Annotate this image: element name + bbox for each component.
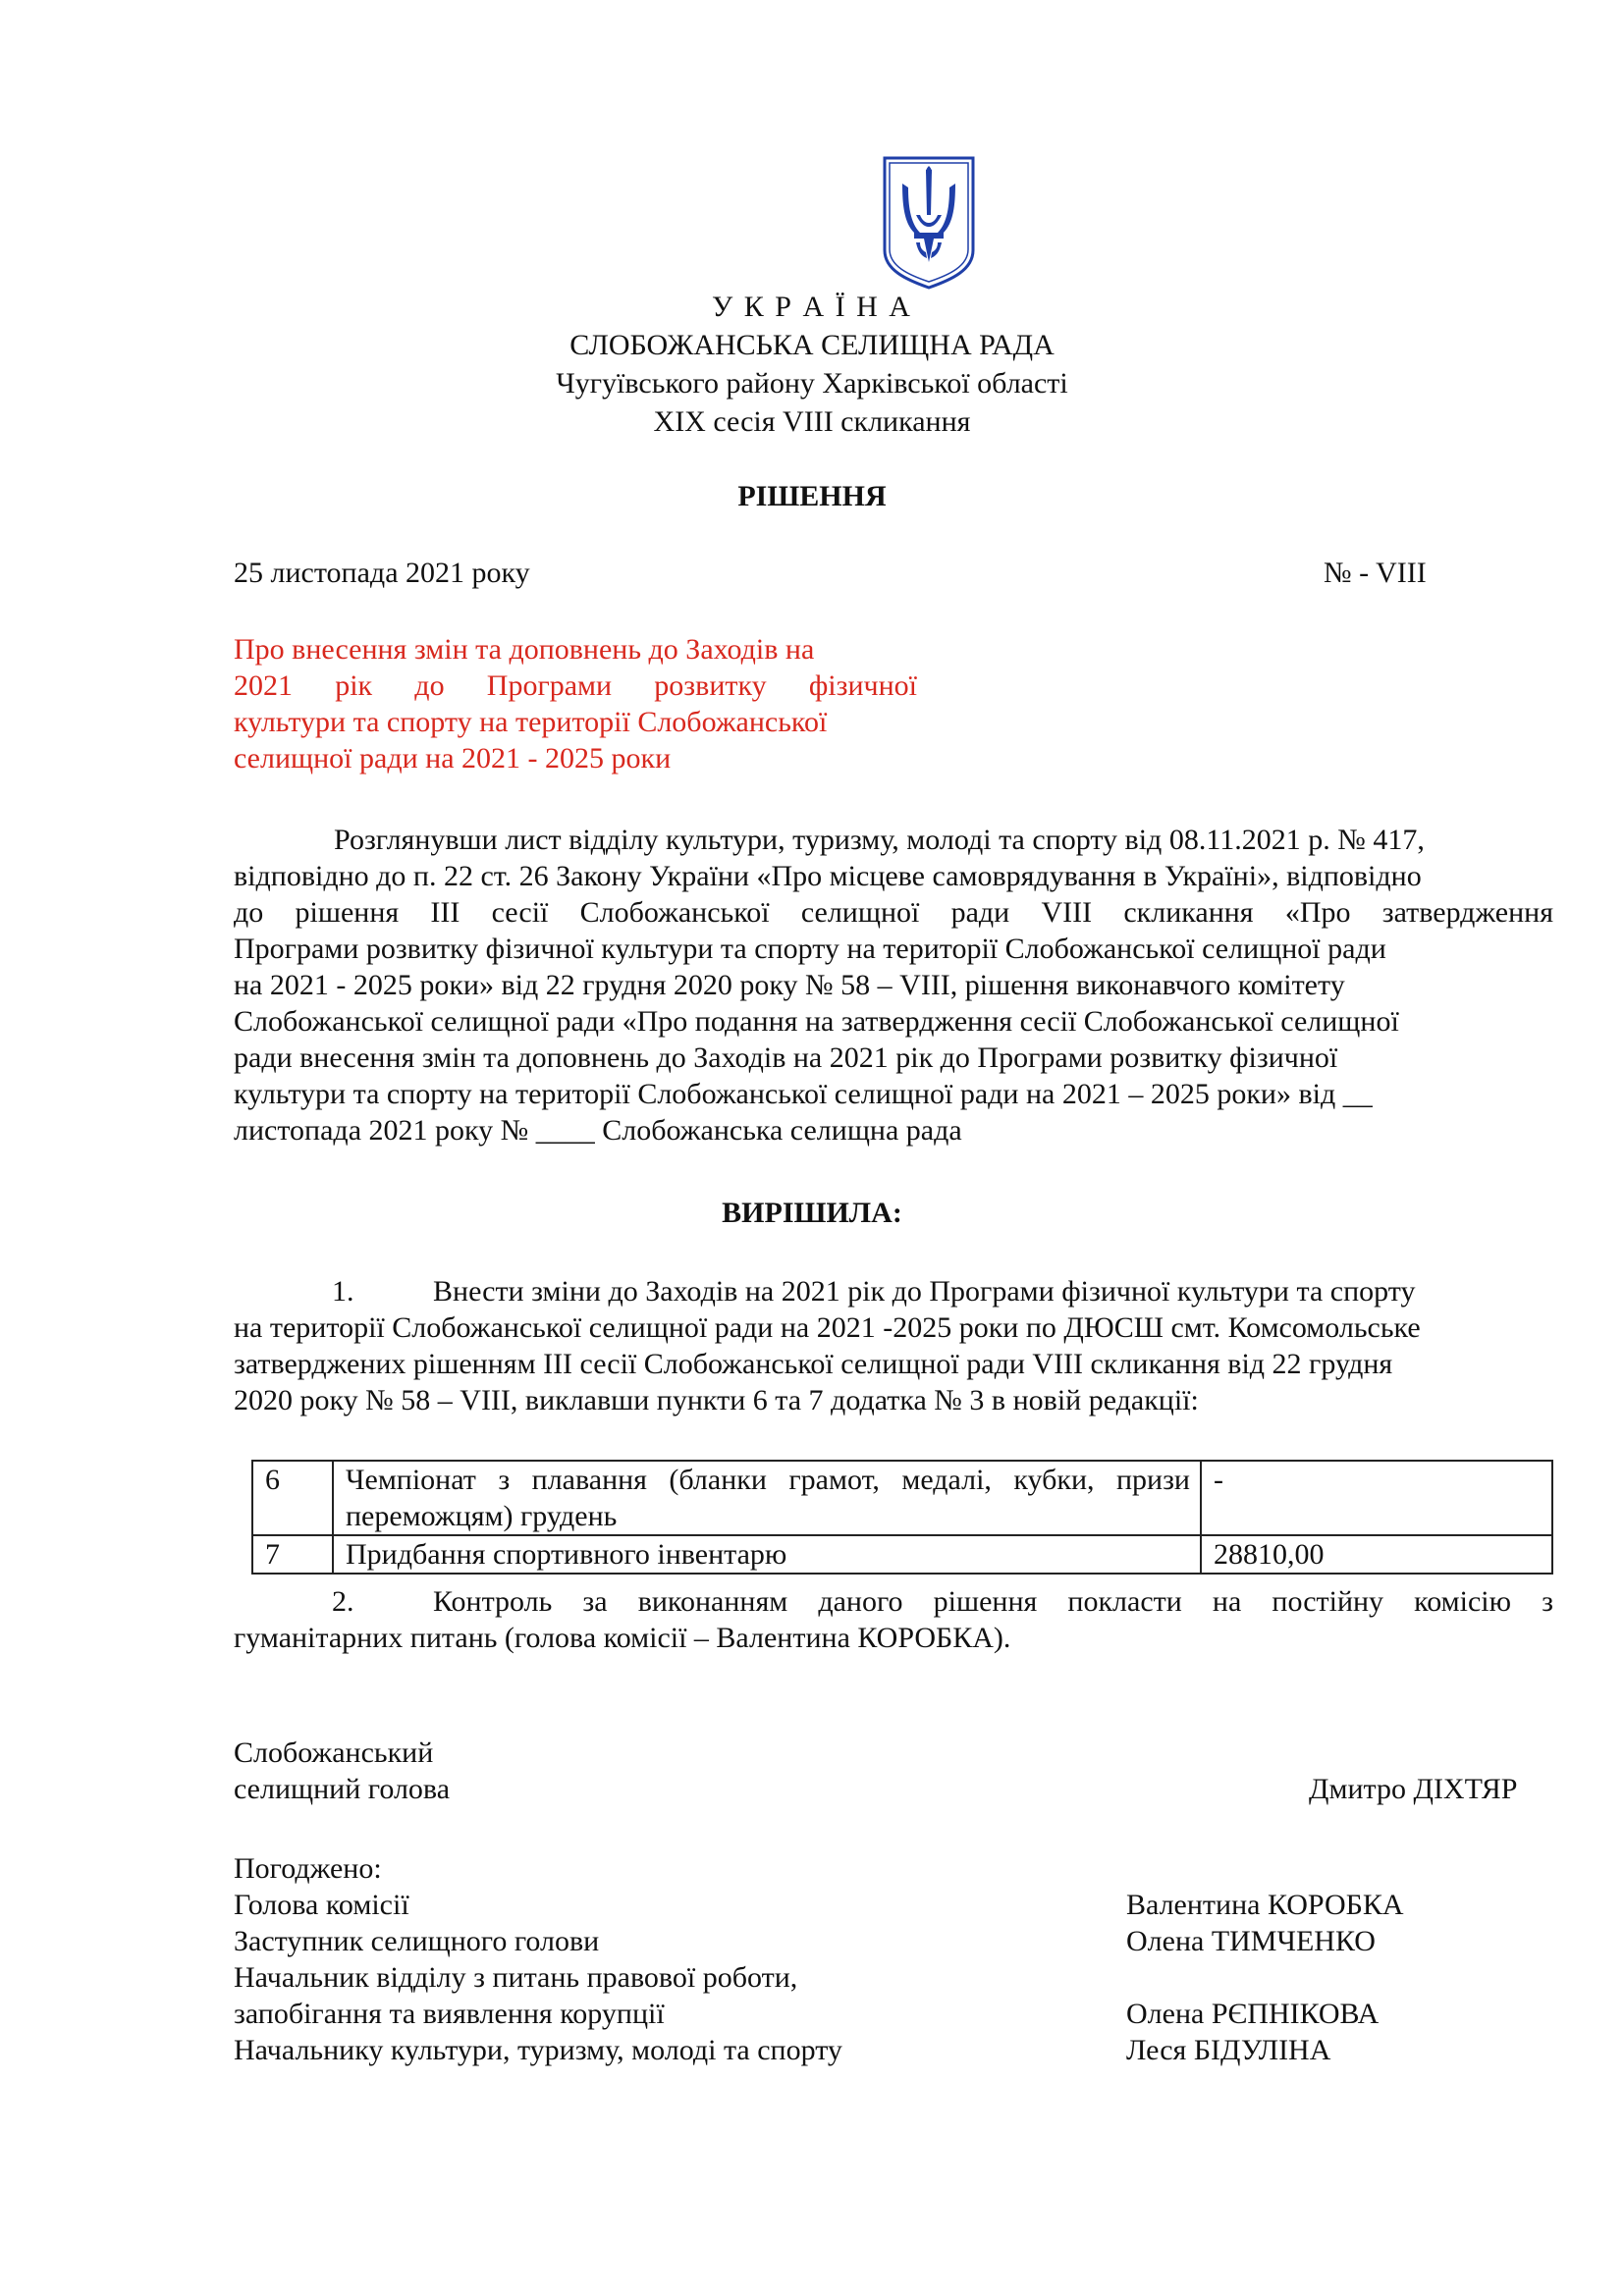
table-row bbox=[252, 1461, 1552, 1535]
council-name: СЛОБОЖАНСЬКА СЕЛИЩНА РАДА bbox=[569, 329, 1055, 361]
country-name: У К Р А Ї Н А bbox=[712, 291, 912, 323]
document-number: № - VIII bbox=[1324, 557, 1427, 589]
document-date: 25 листопада 2021 року bbox=[234, 557, 530, 589]
item2-line: гуманітарних питань (голова комісії – Валентина КОРОБКА). bbox=[234, 1622, 1011, 1654]
approval-name: Олена ТИМЧЕНКО bbox=[1126, 1925, 1376, 1957]
table-cell-description: Чемпіонат з плавання (бланки грамот, медалі, кубки, призи переможцям) грудень bbox=[333, 1461, 1201, 1535]
preamble-line: Програми розвитку фізичної культури та спорту на території Слобожанської селищної ради bbox=[234, 933, 1386, 965]
preamble-line: Слобожанської селищної ради «Про подання на затвердження сесії Слобожанської селищної bbox=[234, 1005, 1399, 1038]
item2-number: 2. bbox=[332, 1585, 354, 1618]
signature-name: Дмитро ДІХТЯР bbox=[1309, 1773, 1518, 1805]
approval-role: запобігання та виявлення корупції bbox=[234, 1998, 665, 2030]
council-region: Чугуївського району Харківської області bbox=[556, 367, 1068, 400]
approval-name: Олена РЄПНІКОВА bbox=[1126, 1998, 1380, 2030]
table-row bbox=[252, 1535, 1552, 1574]
session-info: XIX сесія VIII скликання bbox=[653, 405, 971, 438]
table-cell-description: Придбання спортивного інвентарю bbox=[333, 1535, 1201, 1574]
approval-role: Голова комісії bbox=[234, 1889, 409, 1921]
subject-line: 2021 рік до Програми розвитку фізичної bbox=[234, 669, 917, 702]
approval-name: Валентина КОРОБКА bbox=[1126, 1889, 1404, 1921]
preamble-line: на 2021 - 2025 роки» від 22 грудня 2020 року № 58 – VІІІ, рішення виконавчого комітету bbox=[234, 969, 1345, 1001]
ukraine-coat-of-arms-icon bbox=[881, 154, 977, 292]
subject-line: культури та спорту на території Слобожанської bbox=[234, 706, 828, 738]
approval-name: Леся БІДУЛІНА bbox=[1126, 2034, 1331, 2066]
approval-role: Заступник селищного голови bbox=[234, 1925, 600, 1957]
preamble-line: ради внесення змін та доповнень до Заходів на 2021 рік до Програми розвитку фізичної bbox=[234, 1041, 1338, 1074]
preamble-line: Розглянувши лист відділу культури, туризму, молоді та спорту від 08.11.2021 р. № 417, bbox=[334, 824, 1425, 856]
item2-line: Контроль за виконанням даного рішення покласти на постійну комісію з bbox=[433, 1585, 1553, 1618]
item1-line: затверджених рішенням ІІІ сесії Слобожанської селищної ради VІІІ скликання від 22 грудня bbox=[234, 1348, 1393, 1380]
subject-line: Про внесення змін та доповнень до Заходів на bbox=[234, 633, 815, 666]
preamble-line: листопада 2021 року № ____ Слобожанська селищна рада bbox=[234, 1114, 962, 1147]
approval-role: Начальнику культури, туризму, молоді та спорту bbox=[234, 2034, 842, 2066]
amendment-table bbox=[251, 1460, 1553, 1575]
table-cell-number: 7 bbox=[252, 1535, 333, 1574]
subject-line: селищної ради на 2021 - 2025 роки bbox=[234, 742, 672, 774]
signature-position: селищний голова bbox=[234, 1773, 451, 1805]
approvals-heading: Погоджено: bbox=[234, 1852, 382, 1885]
preamble-line: до рішення ІІІ сесії Слобожанської селищної ради VІІІ скликання «Про затвердження bbox=[234, 896, 1553, 929]
approval-role: Начальник відділу з питань правової роботи, bbox=[234, 1961, 798, 1994]
signature-position: Слобожанський bbox=[234, 1736, 434, 1769]
item1-line: 2020 року № 58 – VІІІ, виклавши пункти 6 та 7 додатка № 3 в новій редакції: bbox=[234, 1384, 1199, 1416]
item1-line: на території Слобожанської селищної ради на 2021 -2025 роки по ДЮСШ смт. Комсомольське bbox=[234, 1311, 1421, 1344]
table-cell-sum: 28810,00 bbox=[1201, 1535, 1552, 1574]
document-title: РІШЕННЯ bbox=[737, 480, 887, 512]
item1-line: Внести зміни до Заходів на 2021 рік до Програми фізичної культури та спорту bbox=[433, 1275, 1416, 1308]
table-cell-number: 6 bbox=[252, 1461, 333, 1535]
item1-number: 1. bbox=[332, 1275, 354, 1308]
table-cell-sum: - bbox=[1201, 1461, 1552, 1535]
resolved-heading: ВИРІШИЛА: bbox=[722, 1197, 902, 1229]
preamble-line: відповідно до п. 22 ст. 26 Закону України «Про місцеве самоврядування в Україні», відповідно bbox=[234, 860, 1422, 892]
preamble-line: культури та спорту на території Слобожанської селищної ради на 2021 – 2025 роки» від __ bbox=[234, 1078, 1373, 1110]
